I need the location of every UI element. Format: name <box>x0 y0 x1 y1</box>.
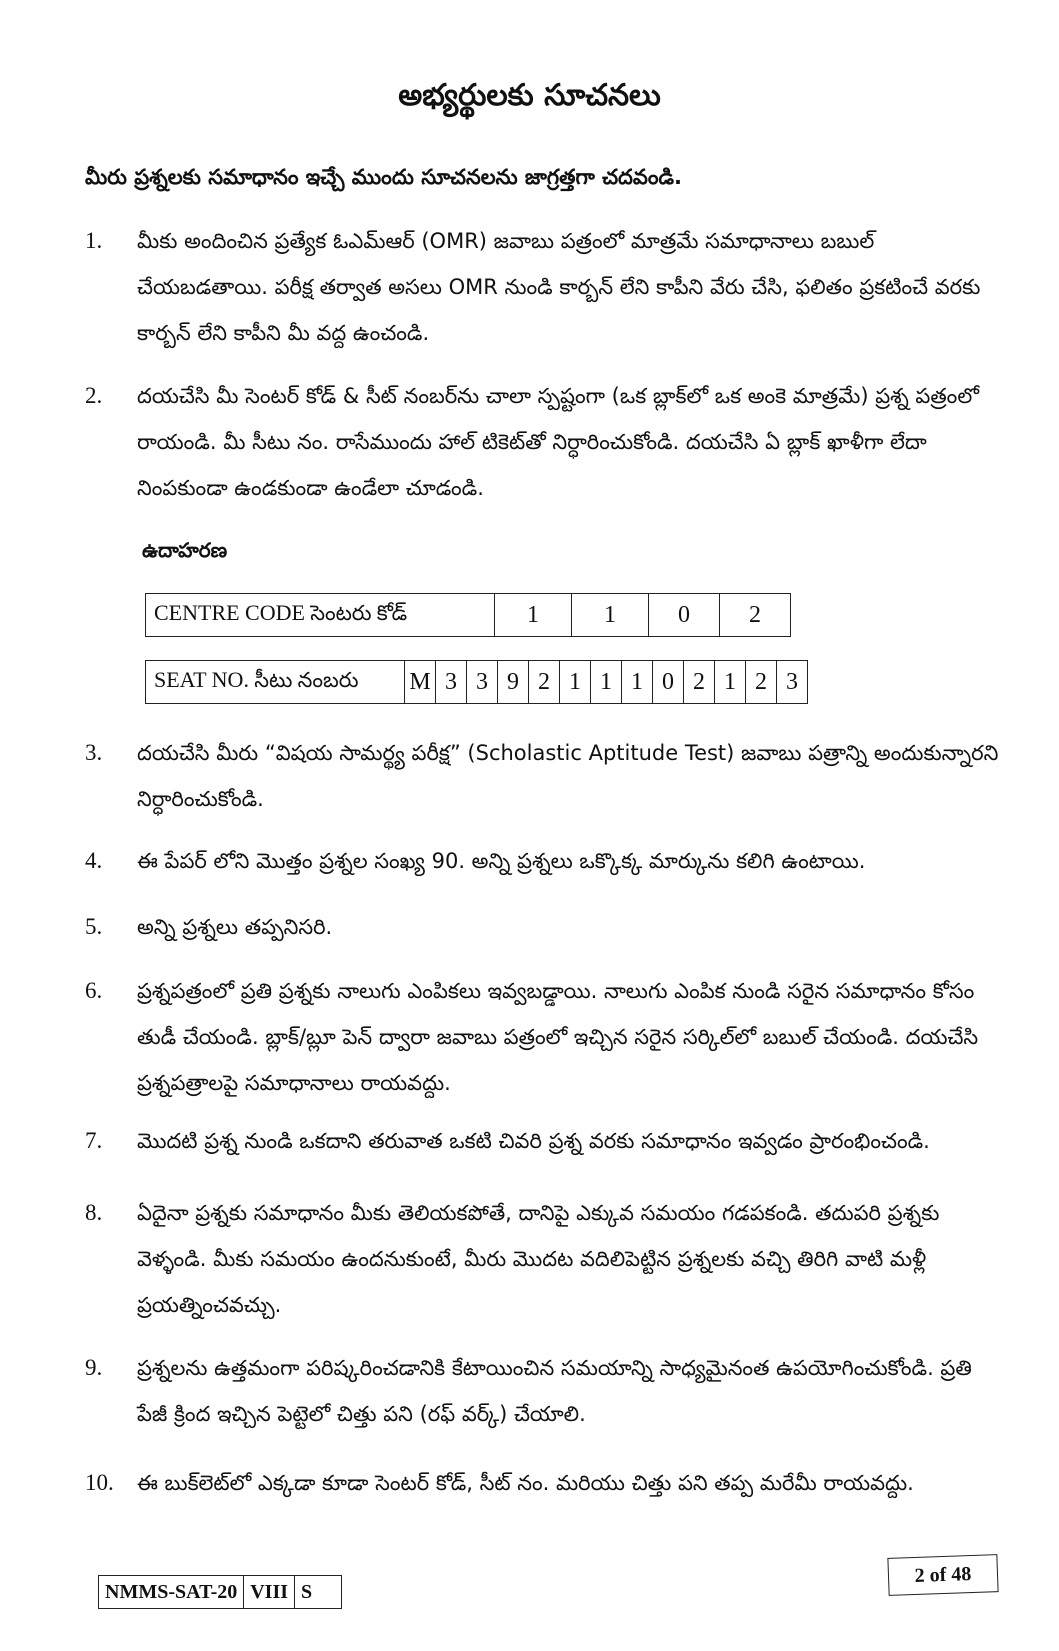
seat-number-char: 3 <box>777 661 808 704</box>
paper-code-box <box>98 1575 342 1609</box>
seat-number-label: SEAT NO. సీటు నంబరు <box>146 661 405 704</box>
instruction-number: 10. <box>85 1470 114 1495</box>
instruction-number: 9. <box>85 1355 103 1380</box>
instruction-number: 5. <box>85 914 103 939</box>
instruction-text: ప్రశ్నలను ఉత్తమంగా పరిష్కరించడానికి కేటాయించిన సమయాన్ని సాధ్యమైనంత ఉపయోగించుకోండి. ప్రతి పేజీ క్రింద ఇచ్చిన పెట్టెలో చిత్తు పని (రఫ్ వర్క్) చేయాలి. <box>137 1356 972 1426</box>
instruction-text: ఈ బుక్‌లెట్‌లో ఎక్కడా కూడా సెంటర్ కోడ్, సీట్ నం. మరియు చిత్తు పని తప్ప మరేమీ రాయవద్దు. <box>137 1471 914 1495</box>
centre-code-digit: 2 <box>720 594 791 637</box>
paper-series: S <box>295 1576 342 1609</box>
instruction-text: మొదటి ప్రశ్న నుండి ఒకదాని తరువాత ఒకటి చివరి ప్రశ్న వరకు సమాధానం ఇవ్వడం ప్రారంభించండి. <box>137 1129 930 1153</box>
instruction-text: ప్రశ్నపత్రంలో ప్రతి ప్రశ్నకు నాలుగు ఎంపికలు ఇవ్వబడ్డాయి. నాలుగు ఎంపిక నుండి సరైన సమాధానం కోసం తుడీ చేయండి. బ్లాక్/బ్లూ పెన్ ద్వారా జవాబు పత్రంలో ఇచ్చిన సరైన సర్కిల్‌లో బబుల్ చేయండి. దయచేసి ప్రశ్నపత్రాలపై సమాధానాలు రాయవద్దు. <box>137 979 979 1095</box>
intro-text: మీరు ప్రశ్నలకు సమాధానం ఇచ్చే ముందు సూచనలను జాగ్రత్తగా చదవండి. <box>85 165 682 189</box>
seat-number-char: 1 <box>591 661 622 704</box>
instruction-item-1 <box>85 218 1005 356</box>
paper-code: NMMS-SAT-20 <box>99 1576 244 1609</box>
seat-number-char: 1 <box>622 661 653 704</box>
centre-code-label: CENTRE CODE సెంటరు కోడ్ <box>146 594 495 637</box>
instruction-item-7 <box>85 1118 1005 1164</box>
instruction-item-5 <box>85 904 1005 950</box>
instruction-text: మీకు అందించిన ప్రత్యేక ఓఎమ్ఆర్ (OMR) జవాబు పత్రంలో మాత్రమే సమాధానాలు బబుల్ చేయబడతాయి. పరీక్ష తర్వాత అసలు OMR నుండి కార్బన్ లేని కాపీని వేరు చేసి, ఫలితం ప్రకటించే వరకు కార్బన్ లేని కాపీని మీ వద్ద ఉంచండి. <box>137 229 981 345</box>
instruction-number: 6. <box>85 978 103 1003</box>
page-number: 2 of 48 <box>887 1554 998 1596</box>
seat-number-char: 2 <box>529 661 560 704</box>
instruction-item-4 <box>85 838 1005 884</box>
centre-code-digit: 1 <box>572 594 649 637</box>
instruction-number: 2. <box>85 383 103 408</box>
seat-number-char: 3 <box>467 661 498 704</box>
instruction-text: ఏదైనా ప్రశ్నకు సమాధానం మీకు తెలియకపోతే, దానిపై ఎక్కువ సమయం గడపకండి. తదుపరి ప్రశ్నకు వెళ్ళండి. మీకు సమయం ఉందనుకుంటే, మీరు మొదట వదిలిపెట్టిన ప్రశ్నలకు వచ్చి తిరిగి వాటి మళ్లీ ప్రయత్నించవచ్చు. <box>137 1201 940 1317</box>
seat-number-table <box>145 660 808 704</box>
instruction-item-6 <box>85 968 1005 1106</box>
instruction-text: దయచేసి మీ సెంటర్ కోడ్ & సీట్ నంబర్‌ను చాలా స్పష్టంగా (ఒక బ్లాక్‌లో ఒక అంకె మాత్రమే) ప్రశ్న పత్రంలో రాయండి. మీ సీటు నం. రాసేముందు హాల్ టికెట్‌తో నిర్ధారించుకోండి. దయచేసి ఏ బ్లాక్ ఖాళీగా లేదా నింపకుండా ఉండకుండా ఉండేలా చూడండి. <box>137 384 979 500</box>
instruction-text: అన్ని ప్రశ్నలు తప్పనిసరి. <box>137 915 333 939</box>
centre-code-digit: 0 <box>649 594 720 637</box>
seat-number-char: 3 <box>436 661 467 704</box>
instruction-item-9 <box>85 1345 1005 1437</box>
page-title: అభ్యర్థులకు సూచనలు <box>398 78 661 113</box>
instruction-item-10 <box>85 1460 1005 1506</box>
centre-code-digit: 1 <box>495 594 572 637</box>
instruction-item-8 <box>85 1190 1005 1328</box>
instruction-item-2 <box>85 373 1005 511</box>
instruction-number: 4. <box>85 848 103 873</box>
seat-number-char: 1 <box>560 661 591 704</box>
instruction-text: దయచేసి మీరు “విషయ సామర్థ్య పరీక్ష” (Scholastic Aptitude Test) జవాబు పత్రాన్ని అందుకున్నారని నిర్ధారించుకోండి. <box>137 741 999 811</box>
instruction-number: 1. <box>85 228 103 253</box>
paper-class: VIII <box>244 1576 295 1609</box>
seat-number-char: 2 <box>684 661 715 704</box>
instruction-number: 3. <box>85 740 103 765</box>
seat-number-char: 1 <box>715 661 746 704</box>
instruction-number: 8. <box>85 1200 103 1225</box>
example-label: ఉదాహరణ <box>142 538 228 562</box>
seat-number-char: 9 <box>498 661 529 704</box>
centre-code-table <box>145 593 791 637</box>
instruction-item-3 <box>85 730 1005 822</box>
seat-number-char: 0 <box>653 661 684 704</box>
instruction-text: ఈ పేపర్ లోని మొత్తం ప్రశ్నల సంఖ్య 90. అన్ని ప్రశ్నలు ఒక్కొక్క మార్కును కలిగి ఉంటాయి. <box>137 849 866 873</box>
seat-number-char: 2 <box>746 661 777 704</box>
seat-number-char: M <box>405 661 436 704</box>
instruction-number: 7. <box>85 1128 103 1153</box>
